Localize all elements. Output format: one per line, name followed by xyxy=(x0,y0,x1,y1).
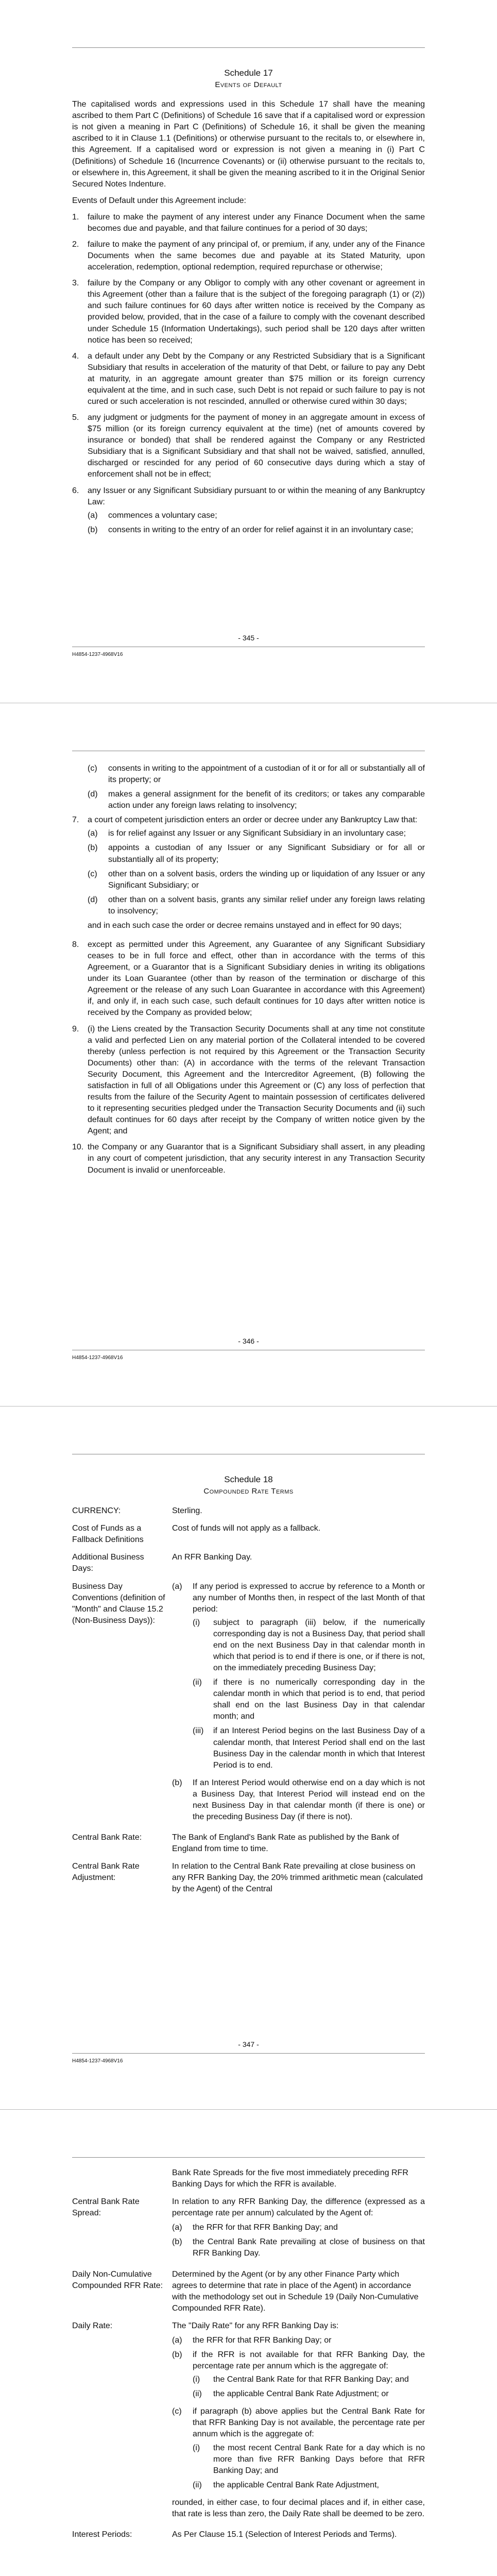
sub-sub-item xyxy=(193,1725,425,1771)
list-item xyxy=(72,412,425,480)
sub-item-label: (d) xyxy=(88,790,98,799)
terms-row xyxy=(72,2269,425,2320)
sub-item-label: (b) xyxy=(172,2238,182,2247)
sub-item-text: if paragraph (b) above applies but the Central Bank Rate for that RFR Banking Day is not available, the percentage rate per annum which is the aggregate of: xyxy=(193,2407,425,2439)
terms-row xyxy=(72,1861,425,1901)
item-text: (i) the Liens created by the Transaction Security Documents shall at any time not constitute a valid and perfected Lien on any material portion of the Collateral intended to be covered thereby (unless perfection is not required by this Agreement or the Transaction Security Documents) other than: (A) in accordance with the terms of the relevant Transaction Security Document, this Agreement and the Intercreditor Agreement, (B) following the satisfaction in full of all Obligations under this Agreement or (C) any loss of perfection that results from the failure of the Security Agent to maintain possession of certificates delivered to it representing securities pledged under the Transaction Security Documents and (ii) such default continues for 60 days after receipt by the Company of written notice given by the Agent; and xyxy=(88,1024,425,1136)
sub-item-text: consents in writing to the appointment of a custodian of it or for all or substantially all of its property; or xyxy=(108,764,425,785)
term-label: Central Bank Rate Spread: xyxy=(72,2197,140,2218)
list-item xyxy=(72,485,425,539)
terms-table xyxy=(72,2167,425,2547)
item-text: a default under any Debt by the Company or any Restricted Subsidiary that is a Significant Subsidiary that results in acceleration of the maturity of that Debt, or failure to pay any Debt at maturity, in an aggregate amount greater than $75 million or its foreign currency equivalent at the time, and in such case, such Debt is not repaid or such failure to pay is not cured or such acceleration is not rescinded, annulled or otherwise cured within 30 days; xyxy=(88,351,425,406)
continued-definition: Bank Rate Spreads for the five most immediately preceding RFR Banking Days for which the RFR is available. xyxy=(172,2168,408,2189)
term-label: Daily Rate: xyxy=(72,2321,113,2330)
item-text: the Company or any Guarantor that is a Significant Subsidiary shall assert, in any pleading in any court of competent jurisdiction, that any security interest in any Transaction Security Document is invalid or unenforceable. xyxy=(88,1143,425,1175)
sub-item-text: If any period is expressed to accrue by reference to a Month or any number of Months then, in respect of the last Month of that period: xyxy=(193,1582,425,1614)
terms-table xyxy=(72,1505,425,1901)
continuation-text: and in each such case the order or decree remains unstayed and in effect for 90 days; xyxy=(88,921,402,930)
sub-item-label: (b) xyxy=(172,1778,182,1787)
item-text-block xyxy=(88,485,425,539)
item-list xyxy=(72,212,425,539)
list-item xyxy=(72,351,425,408)
sub-item-text: appoints a custodian of any Issuer or any Significant Subsidiary or for all or substantially all of its property; xyxy=(108,843,425,864)
sub-item xyxy=(88,510,425,521)
sub-item-block xyxy=(193,2349,425,2403)
lead-paragraph: Events of Default under this Agreement include: xyxy=(72,196,246,205)
terms-row xyxy=(72,2320,425,2529)
definition-text: The "Daily Rate" for any RFR Banking Day is: xyxy=(172,2321,339,2330)
sub-item xyxy=(172,2349,425,2403)
item-number: 7. xyxy=(72,816,79,825)
item-text: any Issuer or any Significant Subsidiary pursuant to or within the meaning of any Bankruptcy Law: xyxy=(88,486,425,506)
list-item xyxy=(72,1142,425,1176)
sub-sub-label: (iii) xyxy=(193,1726,204,1736)
item-text: a court of competent jurisdiction enters an order or decree under any Bankruptcy Law that: xyxy=(88,816,418,825)
schedule-title: Schedule 17 xyxy=(224,68,273,78)
term-definition: Determined by the Agent (or by any other Finance Party which agrees to determine that rate in place of the Agent) in accordance with the methodology set out in Schedule 19 (Daily Non-Cumulative Compounded RFR Rate). xyxy=(172,2269,419,2313)
item-text: any judgment or judgments for the payment of money in an aggregate amount in excess of $75 million (or its foreign currency equivalent at the time) (net of amounts covered by insurance or bonded) that shall be rendered against the Company or any Restricted Subsidiary that is a Significant Subsidiary and that shall not be waived, satisfied, annulled, discharged or rescinded for any period of 60 consecutive days during which a stay of enforcement shall not be in effect; xyxy=(88,413,425,479)
term-definition xyxy=(172,2196,425,2268)
definition-text: In relation to any RFR Banking Day, the difference (expressed as a percentage rate per annum) calculated by the Agent of: xyxy=(172,2197,425,2218)
sub-item xyxy=(172,1777,425,1823)
header-rule xyxy=(72,47,425,48)
term-label: Interest Periods: xyxy=(72,2530,132,2539)
list-item xyxy=(72,278,425,346)
terms-row xyxy=(72,2167,425,2196)
item-text: except as permitted under this Agreement, any Guarantee of any Significant Subsidiary ceases to be in full force and effect, other than in accordance with the terms of this Agreement, or a Guarantor that is a Significant Subsidiary denies in writing its obligations under its Loan Guarantee (other than by reason of the termination or discharge of this Agreement or the release of any such Loan Guarantee in accordance with this Agreement) if, and only if, in each such case, such default continues for 10 days after written notice is received by the Company as provided below; xyxy=(88,940,425,1018)
page-number: - 346 - xyxy=(238,1337,259,1345)
sub-sub-text: if an Interest Period begins on the last Business Day of a calendar month, that Interest Period shall end on the last Business Day in the calendar month in which that Interest Period is to end. xyxy=(213,1726,425,1770)
item-number: 8. xyxy=(72,940,79,950)
item-number: 4. xyxy=(72,351,79,361)
list-item xyxy=(72,1024,425,1138)
sub-item-text: the RFR for that RFR Banking Day; or xyxy=(193,2335,332,2345)
sub-item-text: commences a voluntary case; xyxy=(108,511,217,520)
page-347 xyxy=(0,1406,497,2110)
footer-rule xyxy=(72,2053,425,2054)
item-number: 5. xyxy=(72,413,79,422)
term-definition: In relation to the Central Bank Rate prevailing at close business on any RFR Banking Day, the 20% trimmed arithmetic mean (calculated by the Agent) of the Central xyxy=(172,1862,423,1894)
sub-item xyxy=(172,2236,425,2259)
sub-item xyxy=(88,763,425,786)
item-text-block xyxy=(88,815,425,935)
sub-sub-text: the applicable Central Bank Rate Adjustment; or xyxy=(213,2389,389,2399)
sub-item xyxy=(172,2335,425,2346)
page-body xyxy=(72,67,425,544)
sub-item-label: (b) xyxy=(88,843,98,853)
page-number: - 345 - xyxy=(238,634,259,642)
page-348 xyxy=(0,2110,497,2576)
sub-item-block xyxy=(193,2406,425,2494)
terms-row xyxy=(72,2196,425,2268)
sub-item-label: (b) xyxy=(88,525,98,534)
sub-item-label: (a) xyxy=(88,511,98,520)
sub-item-label: (a) xyxy=(172,1582,182,1591)
item-number: 3. xyxy=(72,279,79,288)
continued-subitems xyxy=(88,763,425,811)
sub-item-text: the RFR for that RFR Banking Day; and xyxy=(193,2223,338,2232)
sub-sub-text: the applicable Central Bank Rate Adjustment, xyxy=(213,2480,379,2489)
sub-sub-item xyxy=(193,2388,425,2400)
sub-item xyxy=(88,828,425,839)
terms-row xyxy=(72,1552,425,1581)
term-label: Central Bank Rate Adjustment: xyxy=(72,1862,140,1883)
sub-sub-text: the Central Bank Rate for that RFR Banking Day; and xyxy=(213,2375,409,2384)
term-label: Business Day Conventions (definition of "Month" and Clause 15.2 (Non-Business Days)): xyxy=(72,1582,165,1625)
definition-tail: rounded, in either case, to four decimal places and if, in either case, that rate is less than zero, the Daily Rate shall be deemed to be zero. xyxy=(172,2498,425,2518)
sub-sub-item xyxy=(193,2374,425,2385)
list-item xyxy=(72,212,425,234)
sub-item-label: (c) xyxy=(88,764,97,773)
sub-item-text: If an Interest Period would otherwise end on a day which is not a Business Day, that Interest Period will instead end on the next Business Day in that calendar month (if there is one) or the preceding Business Day (if there is not). xyxy=(193,1778,425,1822)
sub-item xyxy=(172,2222,425,2233)
item-number: 6. xyxy=(72,486,79,495)
sub-sub-label: (i) xyxy=(193,2375,200,2384)
sub-item xyxy=(88,869,425,891)
terms-row xyxy=(72,1832,425,1861)
page-345 xyxy=(0,0,497,703)
schedule-subtitle: Compounded Rate Terms xyxy=(203,1487,294,1496)
page-body xyxy=(72,761,425,1181)
document-reference: H4854-1237-4968V16 xyxy=(72,2058,123,2064)
sub-item-text: the Central Bank Rate prevailing at close of business on that RFR Banking Day. xyxy=(193,2238,425,2258)
schedule-subtitle: Events of Default xyxy=(215,80,282,90)
schedule-title: Schedule 18 xyxy=(224,1475,273,1484)
document-reference: H4854-1237-4968V16 xyxy=(72,652,123,657)
term-definition xyxy=(172,1581,425,1833)
item-number: 10. xyxy=(72,1143,84,1152)
page-body xyxy=(72,1473,425,1901)
intro-paragraph: The capitalised words and expressions used in this Schedule 17 shall have the meaning ascribed to them Part C (Definitions) of Schedule 16 save that if a capitalised word or expression is not given a meaning in Part C (Definitions) of Schedule 16, it shall be given the meaning ascribed to it in Clause 1.1 (Definitions) or otherwise pursuant to the recitals to, or elsewhere in, this Agreement. If a capitalised word or expression is not given a meaning in (i) Part C (Definitions) of Schedule 16 (Incurrence Covenants) or (ii) otherwise pursuant to the recitals to, or elsewhere in, this Agreement, it shall be given the meaning ascribed to it in the Original Senior Secured Notes Indenture. xyxy=(72,100,425,189)
list-item xyxy=(72,939,425,1019)
sub-item xyxy=(88,842,425,865)
item-text: failure to make the payment of any interest under any Finance Document when the same becomes due and payable, and that failure continues for a period of 30 days; xyxy=(88,212,425,233)
term-label: CURRENCY: xyxy=(72,1506,121,1516)
sub-sub-text: subject to paragraph (iii) below, if the numerically corresponding day is not a Business Day, that period shall end on the next Business Day in that calendar month in which that period is to end if there is one, or if there is not, on the immediately preceding Business Day; xyxy=(213,1618,425,1673)
sub-sub-label: (ii) xyxy=(193,2389,202,2399)
sub-item-label: (c) xyxy=(88,869,97,878)
item-number: 1. xyxy=(72,212,79,222)
list-item xyxy=(72,239,425,273)
item-text: failure by the Company or any Obligor to comply with any other covenant or agreement in this Agreement (other than a failure that is the subject of the foregoing paragraph (1) or (2)) and such failure continues for 60 days after written notice is received by the Company as provided below, provided, that in the case of a failure to comply with the covenant described under Schedule 15 (Information Undertakings), such period shall be 120 days after written notice has been so received; xyxy=(88,279,425,345)
sub-item-text: other than on a solvent basis, grants any similar relief under any foreign laws relating to insolvency; xyxy=(108,895,425,916)
term-definition: An RFR Banking Day. xyxy=(172,1553,252,1562)
sub-item-text: other than on a solvent basis, orders the winding up or liquidation of any Issuer or any Significant Subsidiary; or xyxy=(108,869,425,890)
term-label: Additional Business Days: xyxy=(72,1553,144,1573)
sub-sub-text: the most recent Central Bank Rate for a day which is no more than five RFR Banking Days before that RFR Banking Day; and xyxy=(213,2443,425,2475)
sub-sub-text: if there is no numerically corresponding day in the calendar month in which that period is to end, that period shall end on the last Business Day in that calendar month; and xyxy=(213,1678,425,1721)
sub-item-label: (c) xyxy=(172,2407,182,2416)
terms-row xyxy=(72,1581,425,1833)
sub-item-text: if the RFR is not available for that RFR Banking Day, the percentage rate per annum which is the aggregate of: xyxy=(193,2350,425,2371)
sub-item-label: (a) xyxy=(172,2335,182,2345)
term-definition: The Bank of England's Bank Rate as published by the Bank of England from time to time. xyxy=(172,1833,399,1854)
document-reference: H4854-1237-4968V16 xyxy=(72,1355,123,1361)
sub-sub-item xyxy=(193,1617,425,1674)
term-label: Cost of Funds as a Fallback Definitions xyxy=(72,1524,144,1545)
page-346 xyxy=(0,703,497,1406)
page-body xyxy=(72,2167,425,2547)
page-number: - 347 - xyxy=(238,2040,259,2048)
item-number: 2. xyxy=(72,240,79,249)
sub-item-text: is for relief against any Issuer or any Significant Subsidiary in an involuntary case; xyxy=(108,829,406,838)
sub-sub-label: (ii) xyxy=(193,1678,202,1687)
sub-sub-label: (i) xyxy=(193,1618,200,1627)
term-label: Daily Non-Cumulative Compounded RFR Rate: xyxy=(72,2269,163,2290)
terms-row xyxy=(72,2529,425,2547)
sub-item-label: (d) xyxy=(88,895,98,904)
term-definition: Cost of funds will not apply as a fallback. xyxy=(172,1524,321,1533)
sub-item-block xyxy=(193,1581,425,1774)
sub-item xyxy=(172,2406,425,2494)
sub-item-label: (a) xyxy=(88,829,98,838)
sub-sub-label: (ii) xyxy=(193,2480,202,2489)
sub-item xyxy=(88,524,425,536)
sub-item-text: consents in writing to the entry of an order for relief against it in an involuntary case; xyxy=(108,525,414,534)
sub-sub-item xyxy=(193,1677,425,1722)
term-definition: As Per Clause 15.1 (Selection of Interest Periods and Terms). xyxy=(172,2530,397,2539)
term-definition xyxy=(172,2320,425,2529)
sub-sub-item xyxy=(193,2480,425,2491)
sub-item-text: makes a general assignment for the benefit of its creditors; or takes any comparable action under any foreign laws relating to insolvency; xyxy=(108,790,425,810)
term-label: Central Bank Rate: xyxy=(72,1833,142,1842)
terms-row xyxy=(72,1523,425,1552)
sub-item xyxy=(88,789,425,811)
item-text: failure to make the payment of any principal of, or premium, if any, under any of the Finance Documents when the same becomes due and payable at its Stated Maturity, upon acceleration, redemption, optional redemption, required repurchase or otherwise; xyxy=(88,240,425,272)
list-item xyxy=(72,815,425,935)
sub-sub-item xyxy=(193,2443,425,2477)
item-number: 9. xyxy=(72,1024,79,1033)
header-rule xyxy=(72,2157,425,2158)
sub-item-label: (b) xyxy=(172,2350,182,2360)
sub-item-label: (a) xyxy=(172,2223,182,2232)
terms-row xyxy=(72,1505,425,1523)
sub-item xyxy=(172,1581,425,1774)
term-definition: Sterling. xyxy=(172,1506,202,1516)
sub-sub-label: (i) xyxy=(193,2443,200,2452)
sub-item xyxy=(88,894,425,917)
